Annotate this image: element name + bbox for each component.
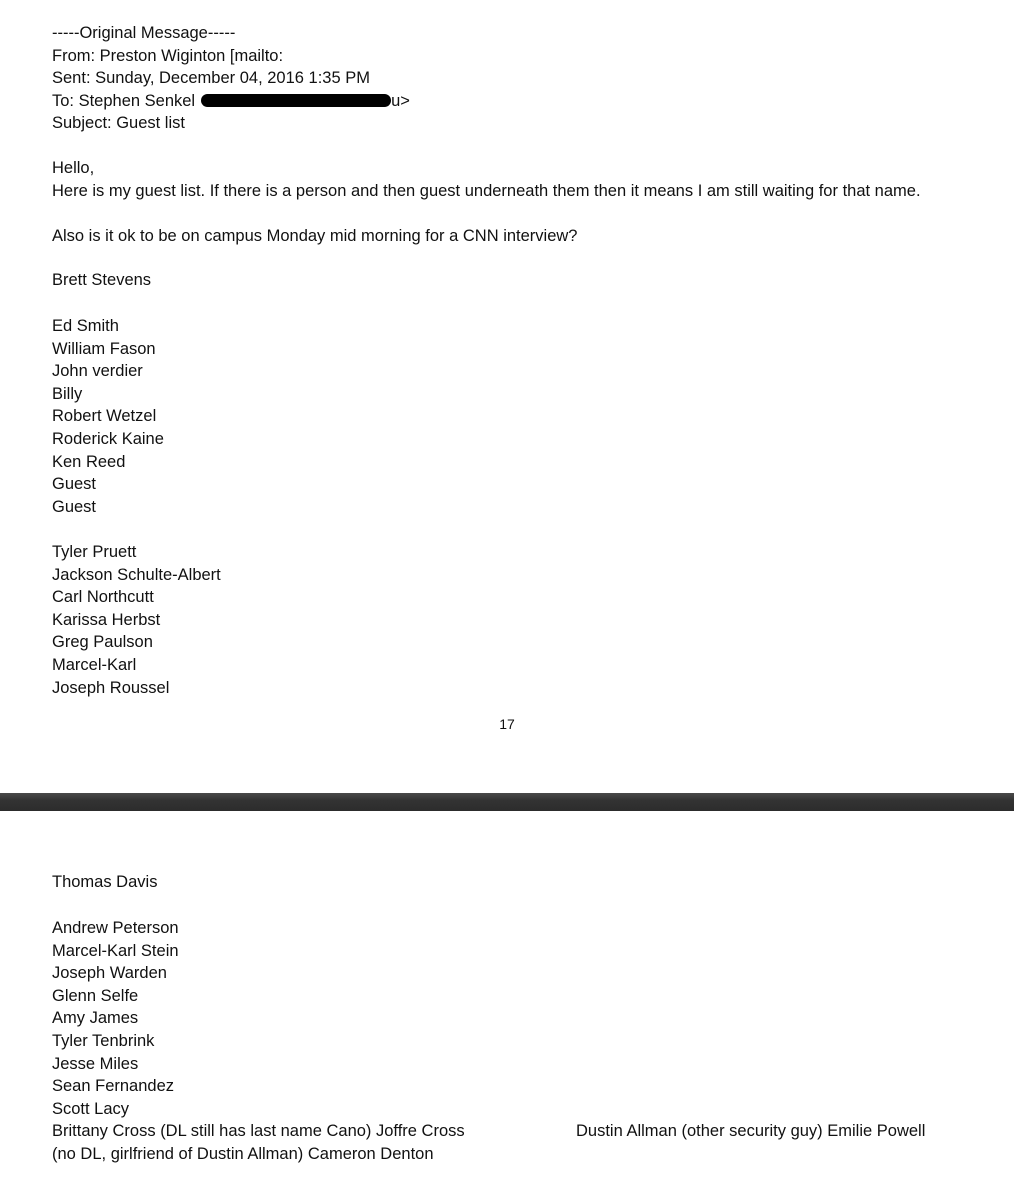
- guest-name: Robert Wetzel: [52, 407, 157, 426]
- to-prefix: To: Stephen Senkel: [52, 91, 196, 110]
- email-header: [52, 22, 410, 135]
- guest-name: Marcel-Karl: [52, 655, 137, 674]
- original-message-marker: -----Original Message-----: [52, 24, 236, 42]
- guest-list-group-1: [52, 269, 151, 292]
- guest-name: Ken Reed: [52, 452, 126, 471]
- guest-name: William Fason: [52, 339, 156, 358]
- guest-name: Amy James: [52, 1009, 139, 1028]
- guest-list-group-2: [52, 315, 164, 518]
- guest-name: Scott Lacy: [52, 1099, 130, 1118]
- greeting: Hello,: [52, 159, 95, 177]
- to-line: [52, 90, 410, 113]
- from-line: From: Preston Wiginton [mailto:: [52, 46, 284, 65]
- page-number: 17: [499, 716, 515, 732]
- guest-name: Thomas Davis: [52, 873, 158, 891]
- guest-name: Marcel-Karl Stein: [52, 941, 179, 960]
- page-divider: [0, 793, 1014, 811]
- guest-name: Roderick Kaine: [52, 429, 164, 448]
- sent-line: Sent: Sunday, December 04, 2016 1:35 PM: [52, 69, 370, 88]
- subject-line: Subject: Guest list: [52, 114, 185, 133]
- guest-name: Joseph Roussel: [52, 678, 170, 697]
- guest-name: Andrew Peterson: [52, 919, 179, 937]
- guest-name: Carl Northcutt: [52, 588, 154, 607]
- guest-name: Tyler Tenbrink: [52, 1031, 155, 1050]
- guest-name: Tyler Pruett: [52, 543, 137, 561]
- guest-name: Glenn Selfe: [52, 986, 139, 1005]
- guest-list-group-5: [52, 917, 465, 1166]
- guest-name-left: Brittany Cross (DL still has last name Cano) Joffre Cross: [52, 1122, 465, 1141]
- guest-name: Brett Stevens: [52, 271, 152, 289]
- guest-name: Sean Fernandez: [52, 1077, 175, 1096]
- document-page-2: [0, 811, 1014, 1200]
- to-suffix: u>: [391, 91, 410, 110]
- guest-name: Jesse Miles: [52, 1054, 139, 1073]
- guest-name: Guest: [52, 497, 97, 516]
- blank-line: [52, 202, 921, 225]
- guest-name: Billy: [52, 384, 83, 403]
- redaction-bar: [201, 94, 391, 107]
- guest-name-right: Dustin Allman (other security guy) Emilie Powell: [576, 1122, 926, 1140]
- guest-list-group-3: [52, 541, 221, 699]
- guest-name: Ed Smith: [52, 317, 119, 335]
- guest-name: Greg Paulson: [52, 633, 153, 652]
- guest-list-group-4: [52, 871, 157, 894]
- guest-name: Joseph Warden: [52, 964, 167, 983]
- email-body: [52, 157, 921, 247]
- intro-paragraph: Here is my guest list. If there is a person and then guest underneath them then it means I am still waiting for that name.: [52, 181, 921, 200]
- guest-name-continued: (no DL, girlfriend of Dustin Allman) Cameron Denton: [52, 1144, 434, 1163]
- guest-name: Jackson Schulte-Albert: [52, 565, 221, 584]
- guest-name: John verdier: [52, 362, 143, 381]
- guest-name: Guest: [52, 475, 97, 494]
- question-paragraph: Also is it ok to be on campus Monday mid morning for a CNN interview?: [52, 226, 578, 245]
- guest-name: Karissa Herbst: [52, 610, 161, 629]
